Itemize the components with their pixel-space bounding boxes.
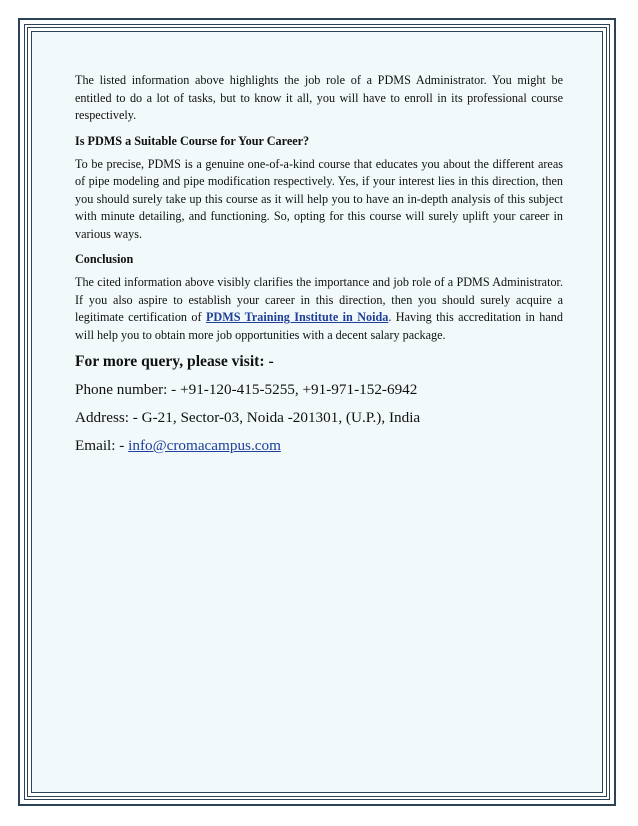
- intro-paragraph: The listed information above highlights the job role of a PDMS Administrator. You might be entitled to do a lot of tasks, but to know it all, you will have to enroll in its professional course respectively.: [75, 73, 563, 122]
- contact-email: [75, 436, 563, 456]
- email-label: Email: -: [75, 437, 129, 454]
- conclusion-paragraph: [75, 274, 563, 344]
- conclusion-text-before-link: The cited information above visibly clarifies the importance and job role of a PDMS Administrator. If you also aspire to establish your career in this direction, then you should surely acquire a legitimate certification of: [75, 275, 563, 324]
- document-content: [75, 72, 563, 464]
- career-paragraph: To be precise, PDMS is a genuine one-of-a-kind course that educates you about the different areas of pipe modeling and pipe modification respectively. Yes, if your interest lies in this direction, then you should surely take up this course as it will help you to have an in-depth analysis of this subject with minute detailing, and functioning. So, opting for this course will surely uplift your career in various ways.: [75, 156, 563, 241]
- contact-address: Address: - G-21, Sector-03, Noida -201301, (U.P.), India: [75, 409, 421, 426]
- contact-title: For more query, please visit: -: [75, 353, 274, 370]
- email-link[interactable]: info@cromacampus.com: [128, 437, 281, 454]
- contact-phone: Phone number: - +91-120-415-5255, +91-971-152-6942: [75, 381, 418, 398]
- conclusion-heading: Conclusion: [75, 252, 134, 266]
- career-heading: Is PDMS a Suitable Course for Your Career?: [75, 133, 310, 148]
- conclusion-text-after-link: . Having this accreditation in hand will help you to obtain more job opportunities with a decent salary package.: [75, 310, 563, 342]
- pdms-training-link[interactable]: PDMS Training Institute in Noida: [205, 310, 389, 324]
